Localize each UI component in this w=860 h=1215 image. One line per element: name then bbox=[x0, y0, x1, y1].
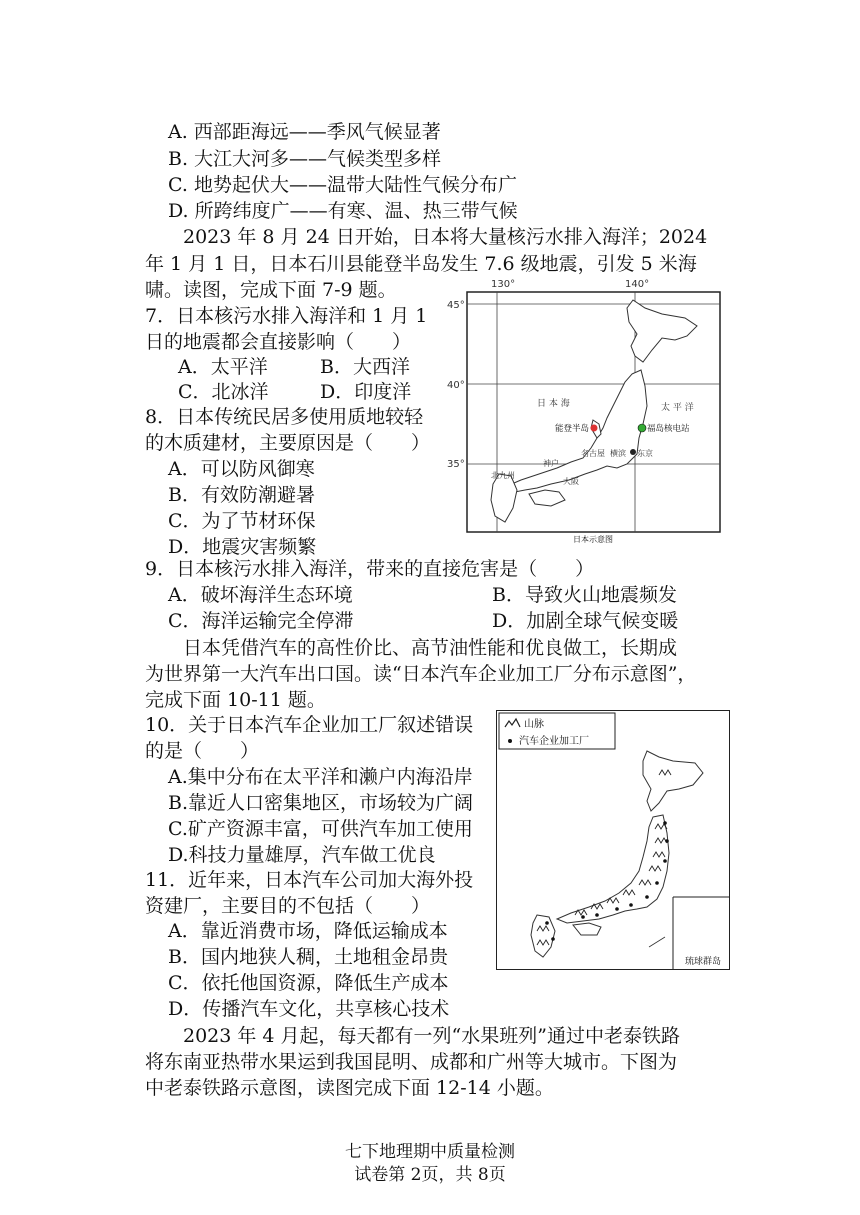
intro2-line3: 完成下面 10-11 题。 bbox=[145, 689, 326, 711]
q10-stem-1: 10．关于日本汽车企业加工厂叙述错误 bbox=[145, 714, 474, 736]
label-osaka: 大阪 bbox=[563, 477, 579, 486]
car-factory-map bbox=[496, 710, 730, 970]
q7-option-c: C．北冰洋 bbox=[178, 381, 269, 403]
q6-option-a: A. 西部距海远——季风气候显著 bbox=[168, 121, 441, 143]
q6-option-c: C. 地势起伏大——温带大陆性气候分布广 bbox=[168, 174, 517, 196]
tokyo-marker bbox=[630, 449, 636, 455]
footer-page: 试卷第 2页，共 8页 bbox=[354, 1165, 506, 1185]
q7-stem-1: 7．日本核污水排入海洋和 1 月 1 bbox=[145, 305, 428, 327]
q11-option-d: D．传播汽车文化，共享核心技术 bbox=[168, 998, 450, 1020]
label-fukushima: 福岛核电站 bbox=[647, 424, 690, 434]
label-noto: 能登半岛 bbox=[555, 424, 590, 434]
intro2-line1: 日本凭借汽车的高性价比、高节油性能和优良做工，长期成 bbox=[183, 637, 678, 659]
intro2-line2: 为世界第一大汽车出口国。读“日本汽车企业加工厂分布示意图”， bbox=[145, 663, 697, 685]
legend-factory: 汽车企业加工厂 bbox=[519, 736, 589, 747]
q7-option-b: B．大西洋 bbox=[320, 356, 410, 378]
q11-option-b: B．国内地狭人稠，土地租金昂贵 bbox=[168, 946, 448, 968]
q8-stem-1: 8．日本传统民居多使用质地较轻 bbox=[145, 406, 424, 428]
q8-option-b: B．有效防潮避暑 bbox=[168, 484, 315, 506]
q7-option-a: A．太平洋 bbox=[178, 356, 268, 378]
label-kitakyushu: 北九州 bbox=[491, 471, 515, 480]
label-tokyo: 东京 bbox=[637, 449, 653, 458]
q9-option-d: D．加剧全球气候变暖 bbox=[492, 610, 679, 632]
lat-label-40: 40° bbox=[447, 380, 465, 391]
q11-stem-1: 11．近年来，日本汽车公司加大海外投 bbox=[145, 869, 474, 891]
lat-label-35: 35° bbox=[447, 459, 465, 470]
label-pacific: 太 平 洋 bbox=[661, 403, 694, 413]
q11-option-a: A．靠近消费市场，降低运输成本 bbox=[168, 920, 448, 942]
q10-option-c: C.矿产资源丰富，可供汽车加工使用 bbox=[168, 818, 473, 840]
q11-option-c: C．依托他国资源，降低生产成本 bbox=[168, 972, 449, 994]
lon-label-130: 130° bbox=[491, 279, 516, 290]
q9-option-a: A．破坏海洋生态环境 bbox=[168, 584, 353, 606]
q11-stem-2: 资建厂，主要目的不包括（ ） bbox=[145, 895, 431, 917]
label-kobe: 神户 bbox=[543, 459, 559, 468]
q8-option-a: A．可以防风御寒 bbox=[168, 458, 315, 480]
label-nagoya: 名古屋 bbox=[581, 449, 605, 458]
q8-option-d: D．地震灾害频繁 bbox=[168, 536, 317, 558]
intro1-line3: 啸。读图，完成下面 7-9 题。 bbox=[145, 279, 397, 301]
q6-option-b: B. 大江大河多——气候类型多样 bbox=[168, 148, 442, 170]
q7-option-d: D．印度洋 bbox=[320, 381, 412, 403]
label-sea-of-japan: 日 本 海 bbox=[537, 399, 570, 409]
intro1-line2: 年 1 月 1 日，日本石川县能登半岛发生 7.6 级地震，引发 5 米海 bbox=[145, 253, 697, 275]
intro3-line3: 中老泰铁路示意图，读图完成下面 12-14 小题。 bbox=[145, 1077, 554, 1099]
q9-stem: 9．日本核污水排入海洋，带来的直接危害是（ ） bbox=[145, 558, 595, 580]
q9-option-b: B．导致火山地震频发 bbox=[492, 584, 677, 606]
q10-option-d: D.科技力量雄厚，汽车做工优良 bbox=[168, 844, 436, 866]
lon-label-140: 140° bbox=[625, 279, 650, 290]
q6-option-d: D. 所跨纬度广——有寒、温、热三带气候 bbox=[168, 200, 518, 222]
legend-mountain: 山脉 bbox=[524, 719, 544, 730]
footer-title: 七下地理期中质量检测 bbox=[345, 1142, 515, 1162]
q10-stem-2: 的是（ ） bbox=[145, 740, 260, 762]
intro1-line1: 2023 年 8 月 24 日开始，日本将大量核污水排入海洋；2024 bbox=[183, 226, 708, 248]
lat-label-45: 45° bbox=[447, 300, 465, 311]
fukushima-marker bbox=[638, 424, 646, 432]
label-yokohama: 横滨 bbox=[610, 449, 626, 458]
q10-option-a: A.集中分布在太平洋和濑户内海沿岸 bbox=[168, 766, 473, 788]
map1-caption: 日本示意图 bbox=[573, 535, 613, 544]
q8-stem-2: 的木质建材，主要原因是（ ） bbox=[145, 432, 431, 454]
q7-stem-2: 日的地震都会直接影响（ ） bbox=[145, 331, 412, 353]
noto-marker bbox=[591, 425, 598, 432]
q8-option-c: C．为了节材环保 bbox=[168, 510, 316, 532]
legend-factory-icon bbox=[508, 739, 512, 743]
q10-option-b: B.靠近人口密集地区，市场较为广阔 bbox=[168, 792, 474, 814]
inset-ryukyu: 琉球群岛 bbox=[685, 957, 722, 967]
intro3-line1: 2023 年 4 月起，每天都有一列“水果班列”通过中老泰铁路 bbox=[183, 1025, 680, 1047]
intro3-line2: 将东南亚热带水果运到我国昆明、成都和广州等大城市。下图为 bbox=[145, 1051, 678, 1073]
q9-option-c: C．海洋运输完全停滞 bbox=[168, 610, 354, 632]
japan-map bbox=[447, 278, 724, 548]
